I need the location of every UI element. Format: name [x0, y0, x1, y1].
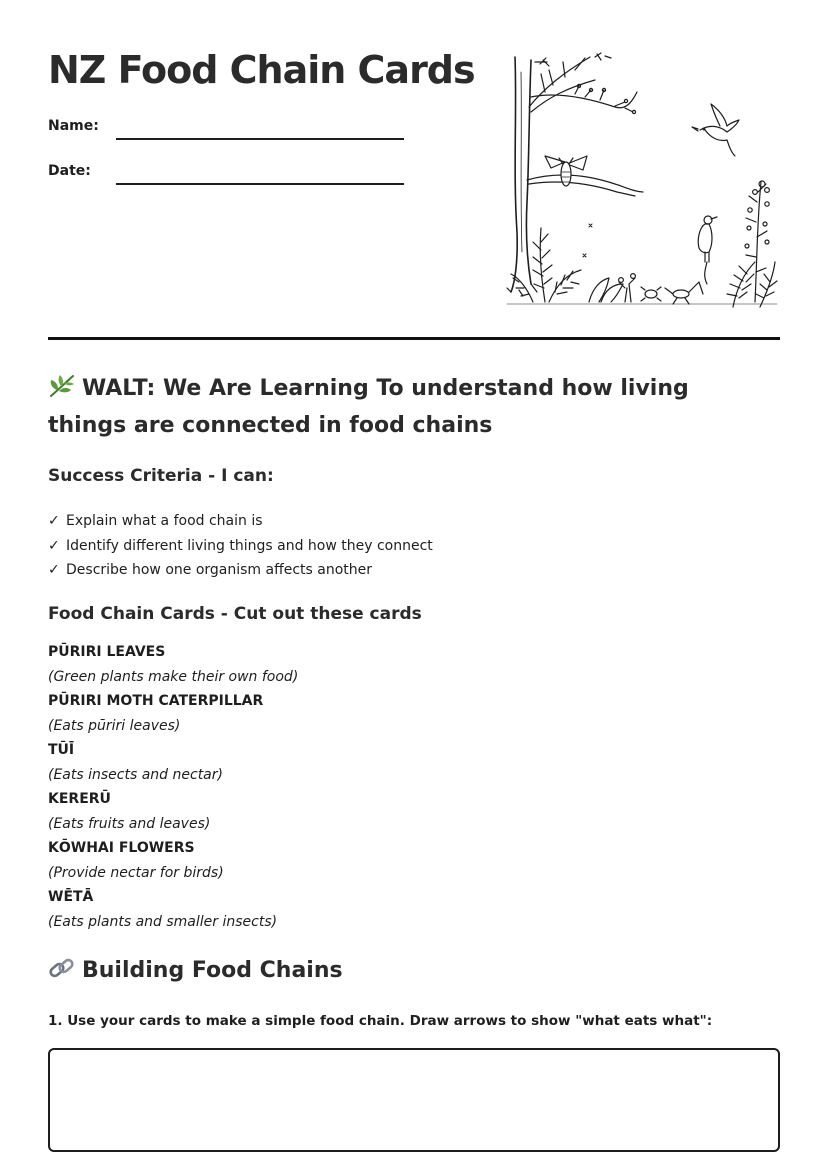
criteria-item	[48, 509, 648, 534]
checkmark-icon: ✓	[48, 537, 60, 554]
date-label: Date:	[48, 163, 91, 179]
criteria-text: Describe how one organism affects another	[66, 562, 373, 578]
success-criteria-heading: Success Criteria - I can:	[48, 466, 274, 486]
card-description: (Eats pūriri leaves)	[48, 717, 181, 734]
link-icon	[48, 956, 76, 982]
page-title: NZ Food Chain Cards	[48, 48, 475, 92]
criteria-text: Explain what a food chain is	[66, 513, 263, 529]
question-1: 1. Use your cards to make a simple food chain. Draw arrows to show "what eats what":	[48, 1013, 713, 1029]
cards-heading: Food Chain Cards - Cut out these cards	[48, 604, 422, 624]
card-description: (Green plants make their own food)	[48, 668, 299, 685]
criteria-text: Identify different living things and how they connect	[66, 537, 433, 554]
walt-heading	[48, 370, 768, 444]
card-description: (Eats insects and nectar)	[48, 766, 223, 783]
card-description: (Eats plants and smaller insects)	[48, 913, 278, 930]
building-food-chains-heading	[48, 956, 343, 983]
card-name: KŌWHAI FLOWERS	[48, 840, 195, 856]
building-heading-text: Building Food Chains	[82, 958, 343, 983]
criteria-item	[48, 558, 648, 583]
card-name: KERERŪ	[48, 791, 111, 807]
leaf-icon	[48, 374, 76, 398]
date-field[interactable]	[48, 163, 408, 187]
card-name: PŪRIRI LEAVES	[48, 644, 166, 660]
walt-text: WALT: We Are Learning To understand how living things are connected in food chains	[48, 376, 689, 438]
name-label: Name:	[48, 118, 99, 134]
forest-scene-illustration	[505, 52, 780, 310]
card-name: PŪRIRI MOTH CATERPILLAR	[48, 693, 264, 709]
criteria-item	[48, 534, 648, 559]
checkmark-icon: ✓	[48, 562, 60, 578]
section-divider	[48, 337, 780, 340]
answer-box[interactable]	[48, 1048, 780, 1152]
card-description: (Eats fruits and leaves)	[48, 815, 211, 832]
card-name: TŪĪ	[48, 742, 75, 758]
food-chain-cards-list	[48, 640, 648, 934]
name-field[interactable]	[48, 118, 408, 142]
card-description: (Provide nectar for birds)	[48, 864, 224, 881]
card-name: WĒTĀ	[48, 889, 94, 905]
date-write-line[interactable]	[116, 183, 404, 185]
checkmark-icon: ✓	[48, 513, 60, 529]
success-criteria-list	[48, 509, 648, 583]
name-write-line[interactable]	[116, 138, 404, 140]
